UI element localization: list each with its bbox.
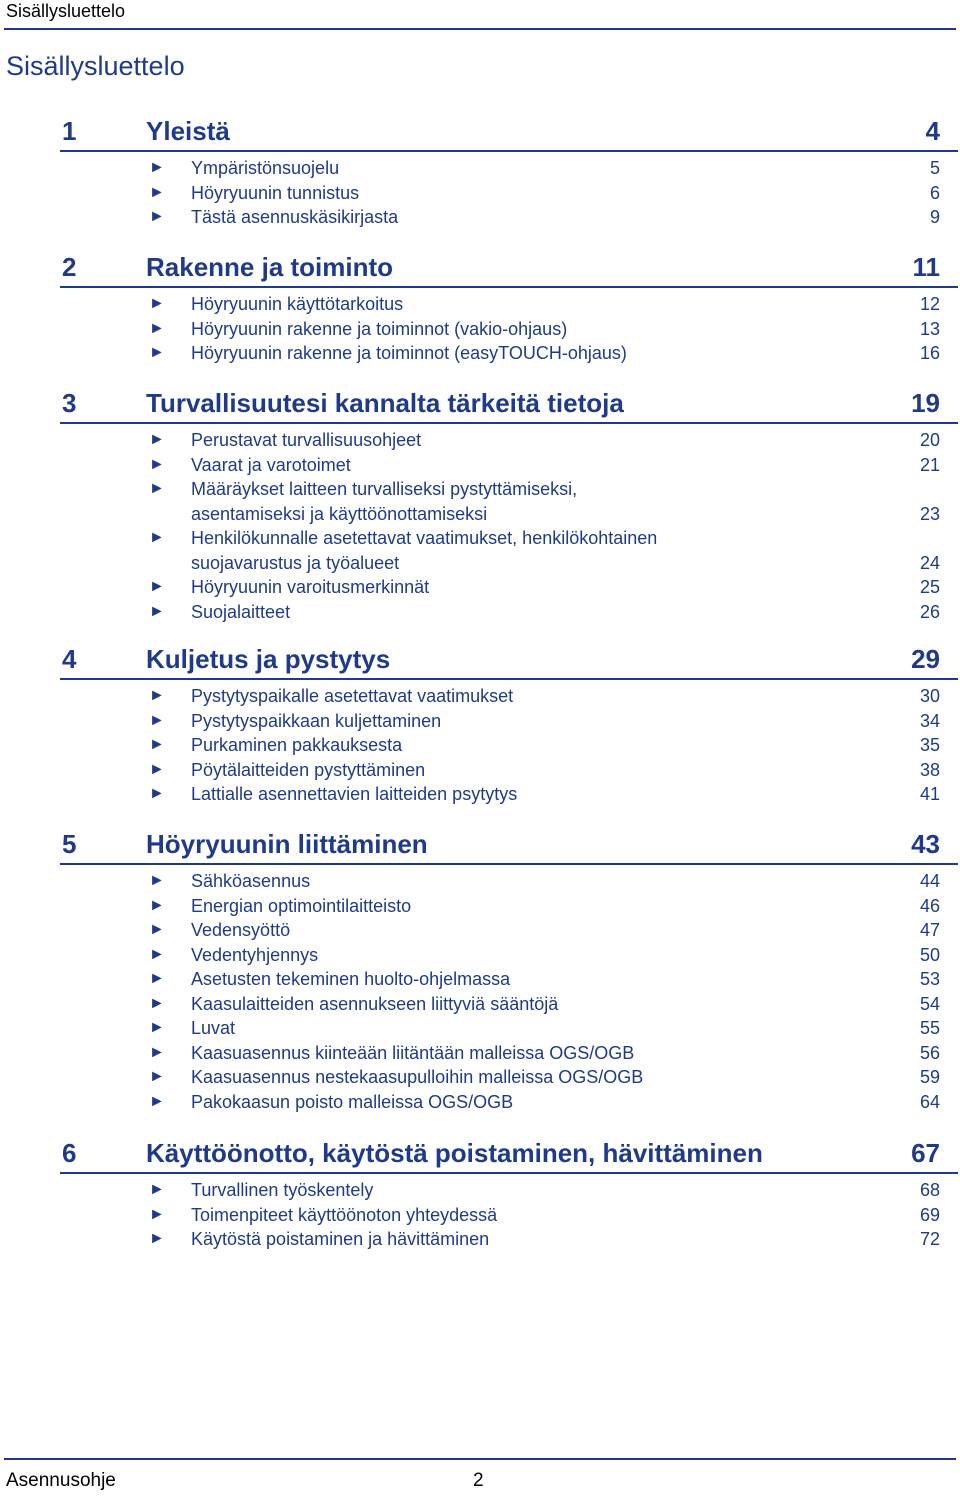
- entry-title: Pöytälaitteiden pystyttäminen: [191, 759, 426, 780]
- entry-page-number: 16: [919, 343, 940, 363]
- entry-title: Pystytyspaikkaan kuljettaminen: [191, 710, 442, 731]
- toc-chapter: [60, 386, 958, 624]
- toc-entry[interactable]: [60, 684, 958, 709]
- entry-page-number: 38: [919, 759, 940, 780]
- toc-entry[interactable]: [60, 869, 958, 894]
- entry-page-number: 41: [919, 784, 940, 804]
- toc-entry[interactable]: [60, 341, 958, 366]
- entry-title: Käytöstä poistaminen ja hävittäminen: [191, 1229, 490, 1249]
- chapter-page-number: 19: [911, 388, 940, 418]
- chapter-number: 5: [62, 829, 77, 859]
- entry-page-number: 53: [919, 969, 940, 989]
- entry-title-continued: suojavarustus ja työalueet: [191, 552, 400, 573]
- entry-title: Höyryuunin käyttötarkoitus: [191, 294, 404, 314]
- chapter-title: Kuljetus ja pystytys: [146, 644, 391, 674]
- toc-chapter: [60, 642, 958, 807]
- arrow-right-icon: ►: [149, 872, 165, 889]
- arrow-right-icon: ►: [149, 578, 165, 595]
- entry-title: Suojalaitteet: [191, 601, 291, 622]
- arrow-right-icon: ►: [149, 1092, 165, 1110]
- entry-title: Pystytyspaikalle asetettavat vaatimukset: [191, 686, 514, 706]
- chapter-page-number: 43: [911, 829, 940, 859]
- chapter-number: 1: [62, 116, 77, 146]
- toc-chapter: [60, 827, 958, 1114]
- toc-entry[interactable]: [60, 1227, 958, 1252]
- toc-entry[interactable]: [60, 156, 958, 181]
- entry-title: Toimenpiteet käyttöönoton yhteydessä: [191, 1204, 498, 1225]
- toc-entry[interactable]: [60, 1041, 958, 1066]
- entry-title: Tästä asennuskäsikirjasta: [191, 207, 399, 227]
- toc-chapter: [60, 250, 958, 366]
- entry-list: [60, 1178, 958, 1252]
- toc-entry[interactable]: [60, 477, 958, 526]
- arrow-right-icon: ►: [149, 711, 165, 729]
- entry-page-number: 50: [919, 944, 940, 965]
- chapter-page-number: 67: [911, 1138, 940, 1168]
- arrow-right-icon: ►: [149, 295, 165, 312]
- toc-entry[interactable]: [60, 600, 958, 625]
- footer-page-number: 2: [473, 1470, 484, 1491]
- arrow-right-icon: ►: [149, 455, 165, 473]
- entry-page-number: 56: [919, 1042, 940, 1063]
- entry-title: Kaasulaitteiden asennukseen liittyviä sääntöjä: [191, 993, 559, 1014]
- entry-title: Kaasuasennus kiinteään liitäntään malleissa OGS/OGB: [191, 1042, 635, 1063]
- chapter-number: 6: [62, 1138, 77, 1168]
- entry-list: [60, 684, 958, 807]
- entry-title: Ympäristönsuojelu: [191, 158, 340, 178]
- toc-entry[interactable]: [60, 181, 958, 206]
- arrow-right-icon: ►: [149, 159, 165, 176]
- entry-page-number: 44: [919, 871, 940, 891]
- entry-page-number: 13: [919, 318, 940, 339]
- toc-entry[interactable]: [60, 1016, 958, 1041]
- arrow-right-icon: ►: [149, 1230, 165, 1247]
- toc-entry[interactable]: [60, 733, 958, 758]
- entry-page-number: 47: [919, 920, 940, 940]
- arrow-right-icon: ►: [149, 319, 165, 337]
- arrow-right-icon: ►: [149, 1019, 165, 1036]
- chapter-title: Höyryuunin liittäminen: [146, 829, 428, 859]
- entry-list: [60, 428, 958, 624]
- entry-title: Energian optimointilaitteisto: [191, 895, 412, 916]
- entry-title-continued: asentamiseksi ja käyttöönottamiseksi: [191, 503, 488, 524]
- chapter-heading[interactable]: [60, 386, 958, 424]
- toc-chapter: [60, 114, 958, 230]
- arrow-right-icon: ►: [149, 183, 165, 201]
- arrow-right-icon: ►: [149, 994, 165, 1012]
- entry-title: Pakokaasun poisto malleissa OGS/OGB: [191, 1091, 514, 1112]
- toc-entry[interactable]: [60, 1203, 958, 1228]
- entry-title: Määräykset laitteen turvalliseksi pystyttämiseksi,: [191, 479, 578, 499]
- entry-title: Purkaminen pakkauksesta: [191, 735, 403, 755]
- arrow-right-icon: ►: [149, 736, 165, 753]
- toc-entry[interactable]: [60, 894, 958, 919]
- entry-page-number: 23: [919, 503, 940, 524]
- entry-title: Kaasuasennus nestekaasupulloihin malleissa OGS/OGB: [191, 1067, 644, 1087]
- entry-title: Turvallinen työskentely: [191, 1180, 374, 1200]
- entry-page-number: 24: [919, 552, 940, 573]
- entry-page-number: 26: [919, 601, 940, 622]
- entry-title: Vaarat ja varotoimet: [191, 454, 351, 475]
- entry-page-number: 64: [919, 1091, 940, 1112]
- chapter-page-number: 11: [912, 252, 940, 282]
- chapter-title: Turvallisuutesi kannalta tärkeitä tietoja: [146, 388, 624, 418]
- entry-page-number: 25: [919, 577, 940, 597]
- chapter-heading[interactable]: [60, 250, 958, 288]
- toc-entry[interactable]: [60, 943, 958, 968]
- entry-page-number: 69: [919, 1204, 940, 1225]
- toc-entry[interactable]: [60, 1065, 958, 1090]
- entry-title: Höyryuunin rakenne ja toiminnot (easyTOUCH-ohjaus): [191, 343, 627, 363]
- page-title: Sisällysluettelo: [6, 51, 185, 81]
- entry-title: Perustavat turvallisuusohjeet: [191, 430, 422, 450]
- entry-page-number: 6: [929, 182, 940, 203]
- arrow-right-icon: ►: [149, 1043, 165, 1061]
- chapter-heading[interactable]: [60, 114, 958, 152]
- entry-title: Höyryuunin rakenne ja toiminnot (vakio-ohjaus): [191, 318, 568, 339]
- entry-page-number: 72: [919, 1229, 940, 1249]
- arrow-right-icon: ►: [149, 431, 165, 448]
- entry-list: [60, 292, 958, 366]
- entry-page-number: 59: [919, 1067, 940, 1087]
- entry-page-number: 20: [919, 430, 940, 450]
- entry-title: Asetusten tekeminen huolto-ohjelmassa: [191, 969, 511, 989]
- entry-page-number: 5: [929, 158, 940, 178]
- arrow-right-icon: ►: [149, 970, 165, 987]
- toc-entry[interactable]: [60, 317, 958, 342]
- entry-title: Henkilökunnalle asetettavat vaatimukset, henkilökohtainen: [191, 528, 658, 548]
- entry-title: Luvat: [191, 1018, 236, 1038]
- chapter-title: Yleistä: [146, 116, 230, 146]
- arrow-right-icon: ►: [149, 1181, 165, 1198]
- entry-list: [60, 869, 958, 1114]
- entry-page-number: 46: [919, 895, 940, 916]
- toc-entry[interactable]: [60, 1178, 958, 1203]
- arrow-right-icon: ►: [149, 896, 165, 914]
- toc-entry[interactable]: [60, 967, 958, 992]
- arrow-right-icon: ►: [149, 1205, 165, 1223]
- entry-page-number: 21: [919, 454, 940, 475]
- arrow-right-icon: ►: [149, 687, 165, 704]
- entry-page-number: 30: [919, 686, 940, 706]
- arrow-right-icon: ►: [149, 344, 165, 361]
- entry-title: Sähköasennus: [191, 871, 311, 891]
- chapter-title: Käyttöönotto, käytöstä poistaminen, hävittäminen: [146, 1138, 763, 1168]
- arrow-right-icon: ►: [149, 1068, 165, 1085]
- toc-entry[interactable]: [60, 992, 958, 1017]
- arrow-right-icon: ►: [149, 945, 165, 963]
- toc-entry[interactable]: [60, 205, 958, 230]
- entry-page-number: 34: [919, 710, 940, 731]
- arrow-right-icon: ►: [149, 208, 165, 225]
- entry-title: Höyryuunin tunnistus: [191, 182, 360, 203]
- toc-entry[interactable]: [60, 453, 958, 478]
- entry-list: [60, 156, 958, 230]
- toc-entry[interactable]: [60, 782, 958, 807]
- entry-page-number: 9: [929, 207, 940, 227]
- toc-entry[interactable]: [60, 575, 958, 600]
- toc-chapter: [60, 1136, 958, 1252]
- toc-entry[interactable]: [60, 292, 958, 317]
- toc-entry[interactable]: [60, 758, 958, 783]
- toc-entry[interactable]: [60, 1090, 958, 1115]
- entry-page-number: 35: [919, 735, 940, 755]
- toc-entry[interactable]: [60, 709, 958, 734]
- arrow-right-icon: ►: [149, 760, 165, 778]
- arrow-right-icon: ►: [149, 529, 165, 546]
- entry-page-number: 55: [919, 1018, 940, 1038]
- arrow-right-icon: ►: [149, 785, 165, 802]
- toc-entry[interactable]: [60, 918, 958, 943]
- toc-entry[interactable]: [60, 526, 958, 575]
- entry-title: Lattialle asennettavien laitteiden psytytys: [191, 784, 518, 804]
- entry-title: Vedentyhjennys: [191, 944, 319, 965]
- chapter-number: 3: [62, 388, 77, 418]
- entry-page-number: 68: [919, 1180, 940, 1200]
- chapter-title: Rakenne ja toiminto: [146, 252, 394, 282]
- arrow-right-icon: ►: [149, 602, 165, 620]
- footer-label: Asennusohje: [6, 1470, 116, 1491]
- entry-title: Vedensyöttö: [191, 920, 291, 940]
- chapter-heading[interactable]: [60, 642, 958, 680]
- chapter-heading[interactable]: [60, 1136, 958, 1174]
- chapter-number: 4: [62, 644, 77, 674]
- chapter-number: 2: [62, 252, 77, 282]
- toc-entry[interactable]: [60, 428, 958, 453]
- page-footer: [4, 1458, 956, 1496]
- arrow-right-icon: ►: [149, 921, 165, 938]
- entry-page-number: 54: [919, 993, 940, 1014]
- entry-title: Höyryuunin varoitusmerkinnät: [191, 577, 430, 597]
- chapter-page-number: 4: [925, 116, 940, 146]
- chapter-heading[interactable]: [60, 827, 958, 865]
- entry-page-number: 12: [919, 294, 940, 314]
- chapter-page-number: 29: [911, 644, 940, 674]
- arrow-right-icon: ►: [149, 480, 165, 497]
- running-head: Sisällysluettelo: [6, 1, 126, 21]
